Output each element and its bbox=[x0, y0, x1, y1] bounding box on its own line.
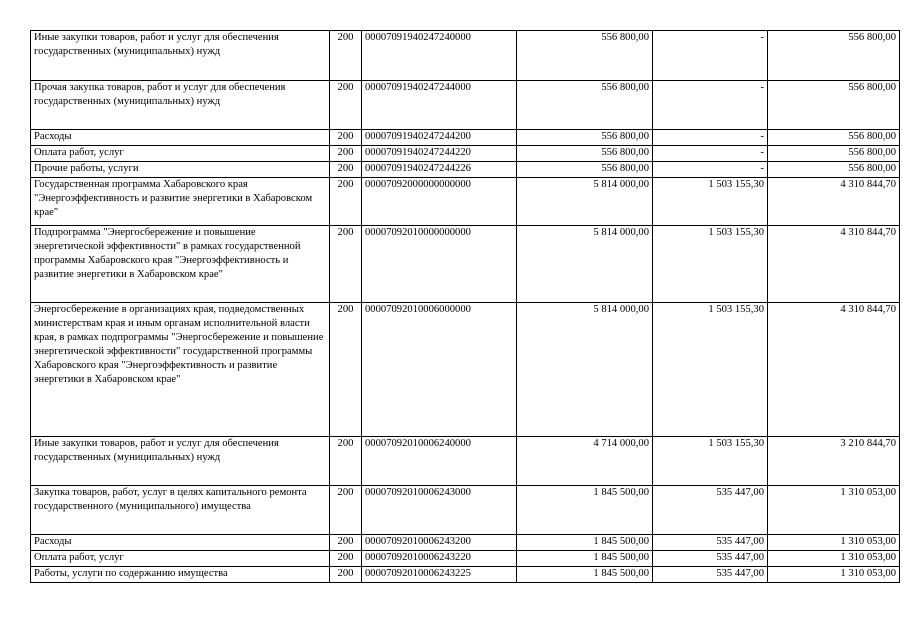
table-row bbox=[31, 146, 900, 162]
row-name: Прочая закупка товаров, работ и услуг для обеспечения государственных (муниципальных) нужд bbox=[31, 81, 330, 130]
row-name: Закупка товаров, работ, услуг в целях капитального ремонта государственного (муниципального) имущества bbox=[31, 486, 330, 535]
row-budget-code: 00007092010006243220 bbox=[362, 551, 517, 567]
row-budget-code: 00007092010006000000 bbox=[362, 303, 517, 437]
row-name: Иные закупки товаров, работ и услуг для обеспечения государственных (муниципальных) нужд bbox=[31, 437, 330, 486]
row-line-code: 200 bbox=[330, 486, 362, 535]
row-line-code: 200 bbox=[330, 535, 362, 551]
row-approved: 5 814 000,00 bbox=[517, 226, 653, 303]
table-row bbox=[31, 130, 900, 146]
row-executed: 535 447,00 bbox=[653, 567, 768, 583]
row-executed: - bbox=[653, 162, 768, 178]
row-executed: 1 503 155,30 bbox=[653, 226, 768, 303]
row-name: Подпрограмма "Энергосбережение и повышение энергетической эффективности" в рамках государственной программы Хабаровского края "Энергоэффективность и развитие энергетики в Хабаровском крае" bbox=[31, 226, 330, 303]
row-budget-code: 00007091940247244000 bbox=[362, 81, 517, 130]
row-executed: 535 447,00 bbox=[653, 535, 768, 551]
table-row bbox=[31, 486, 900, 535]
row-executed: 1 503 155,30 bbox=[653, 178, 768, 226]
row-approved: 4 714 000,00 bbox=[517, 437, 653, 486]
row-unexecuted: 1 310 053,00 bbox=[768, 535, 900, 551]
table-row bbox=[31, 178, 900, 226]
row-budget-code: 00007092010006243200 bbox=[362, 535, 517, 551]
row-name: Иные закупки товаров, работ и услуг для обеспечения государственных (муниципальных) нужд bbox=[31, 31, 330, 81]
row-line-code: 200 bbox=[330, 130, 362, 146]
row-line-code: 200 bbox=[330, 31, 362, 81]
row-budget-code: 00007091940247244200 bbox=[362, 130, 517, 146]
row-approved: 5 814 000,00 bbox=[517, 178, 653, 226]
row-executed: 1 503 155,30 bbox=[653, 303, 768, 437]
row-budget-code: 00007092010006243225 bbox=[362, 567, 517, 583]
row-unexecuted: 4 310 844,70 bbox=[768, 303, 900, 437]
row-executed: - bbox=[653, 130, 768, 146]
table-row bbox=[31, 162, 900, 178]
row-line-code: 200 bbox=[330, 551, 362, 567]
row-approved: 1 845 500,00 bbox=[517, 551, 653, 567]
row-approved: 556 800,00 bbox=[517, 81, 653, 130]
row-approved: 1 845 500,00 bbox=[517, 567, 653, 583]
budget-execution-table bbox=[30, 30, 900, 583]
row-unexecuted: 1 310 053,00 bbox=[768, 567, 900, 583]
row-budget-code: 00007092000000000000 bbox=[362, 178, 517, 226]
row-unexecuted: 556 800,00 bbox=[768, 146, 900, 162]
row-line-code: 200 bbox=[330, 303, 362, 437]
row-budget-code: 00007092010006243000 bbox=[362, 486, 517, 535]
row-approved: 556 800,00 bbox=[517, 130, 653, 146]
row-unexecuted: 556 800,00 bbox=[768, 162, 900, 178]
row-name: Расходы bbox=[31, 130, 330, 146]
row-name: Оплата работ, услуг bbox=[31, 146, 330, 162]
row-approved: 1 845 500,00 bbox=[517, 535, 653, 551]
row-approved: 5 814 000,00 bbox=[517, 303, 653, 437]
row-executed: - bbox=[653, 81, 768, 130]
row-unexecuted: 4 310 844,70 bbox=[768, 226, 900, 303]
row-unexecuted: 4 310 844,70 bbox=[768, 178, 900, 226]
table-row bbox=[31, 31, 900, 81]
row-budget-code: 00007091940247244220 bbox=[362, 146, 517, 162]
table-row bbox=[31, 567, 900, 583]
row-executed: 535 447,00 bbox=[653, 551, 768, 567]
row-line-code: 200 bbox=[330, 437, 362, 486]
table-row bbox=[31, 81, 900, 130]
row-budget-code: 00007092010000000000 bbox=[362, 226, 517, 303]
row-approved: 556 800,00 bbox=[517, 146, 653, 162]
table-row bbox=[31, 437, 900, 486]
row-unexecuted: 556 800,00 bbox=[768, 130, 900, 146]
row-budget-code: 00007091940247244226 bbox=[362, 162, 517, 178]
row-unexecuted: 1 310 053,00 bbox=[768, 486, 900, 535]
row-name: Оплата работ, услуг bbox=[31, 551, 330, 567]
row-name: Расходы bbox=[31, 535, 330, 551]
row-line-code: 200 bbox=[330, 226, 362, 303]
row-budget-code: 00007092010006240000 bbox=[362, 437, 517, 486]
row-line-code: 200 bbox=[330, 146, 362, 162]
row-approved: 556 800,00 bbox=[517, 31, 653, 81]
row-executed: - bbox=[653, 146, 768, 162]
budget-report-page bbox=[30, 30, 900, 583]
table-row bbox=[31, 226, 900, 303]
row-unexecuted: 1 310 053,00 bbox=[768, 551, 900, 567]
table-row bbox=[31, 535, 900, 551]
row-name: Прочие работы, услуги bbox=[31, 162, 330, 178]
row-name: Государственная программа Хабаровского края "Энергоэффективность и развитие энергетики в Хабаровском крае" bbox=[31, 178, 330, 226]
row-unexecuted: 556 800,00 bbox=[768, 81, 900, 130]
row-executed: 1 503 155,30 bbox=[653, 437, 768, 486]
row-executed: 535 447,00 bbox=[653, 486, 768, 535]
row-name: Энергосбережение в организациях края, подведомственных министерствам края и иным органам исполнительной власти края, в рамках подпрограммы "Энергосбережение и повышение энергетической эффективности" государственной программы Хабаровского края "Энергоэффективность и развитие энергетики в Хабаровском крае" bbox=[31, 303, 330, 437]
row-executed: - bbox=[653, 31, 768, 81]
row-approved: 556 800,00 bbox=[517, 162, 653, 178]
row-unexecuted: 556 800,00 bbox=[768, 31, 900, 81]
row-line-code: 200 bbox=[330, 162, 362, 178]
row-line-code: 200 bbox=[330, 178, 362, 226]
row-unexecuted: 3 210 844,70 bbox=[768, 437, 900, 486]
row-name: Работы, услуги по содержанию имущества bbox=[31, 567, 330, 583]
row-approved: 1 845 500,00 bbox=[517, 486, 653, 535]
table-row bbox=[31, 551, 900, 567]
row-line-code: 200 bbox=[330, 81, 362, 130]
row-budget-code: 00007091940247240000 bbox=[362, 31, 517, 81]
table-row bbox=[31, 303, 900, 437]
row-line-code: 200 bbox=[330, 567, 362, 583]
